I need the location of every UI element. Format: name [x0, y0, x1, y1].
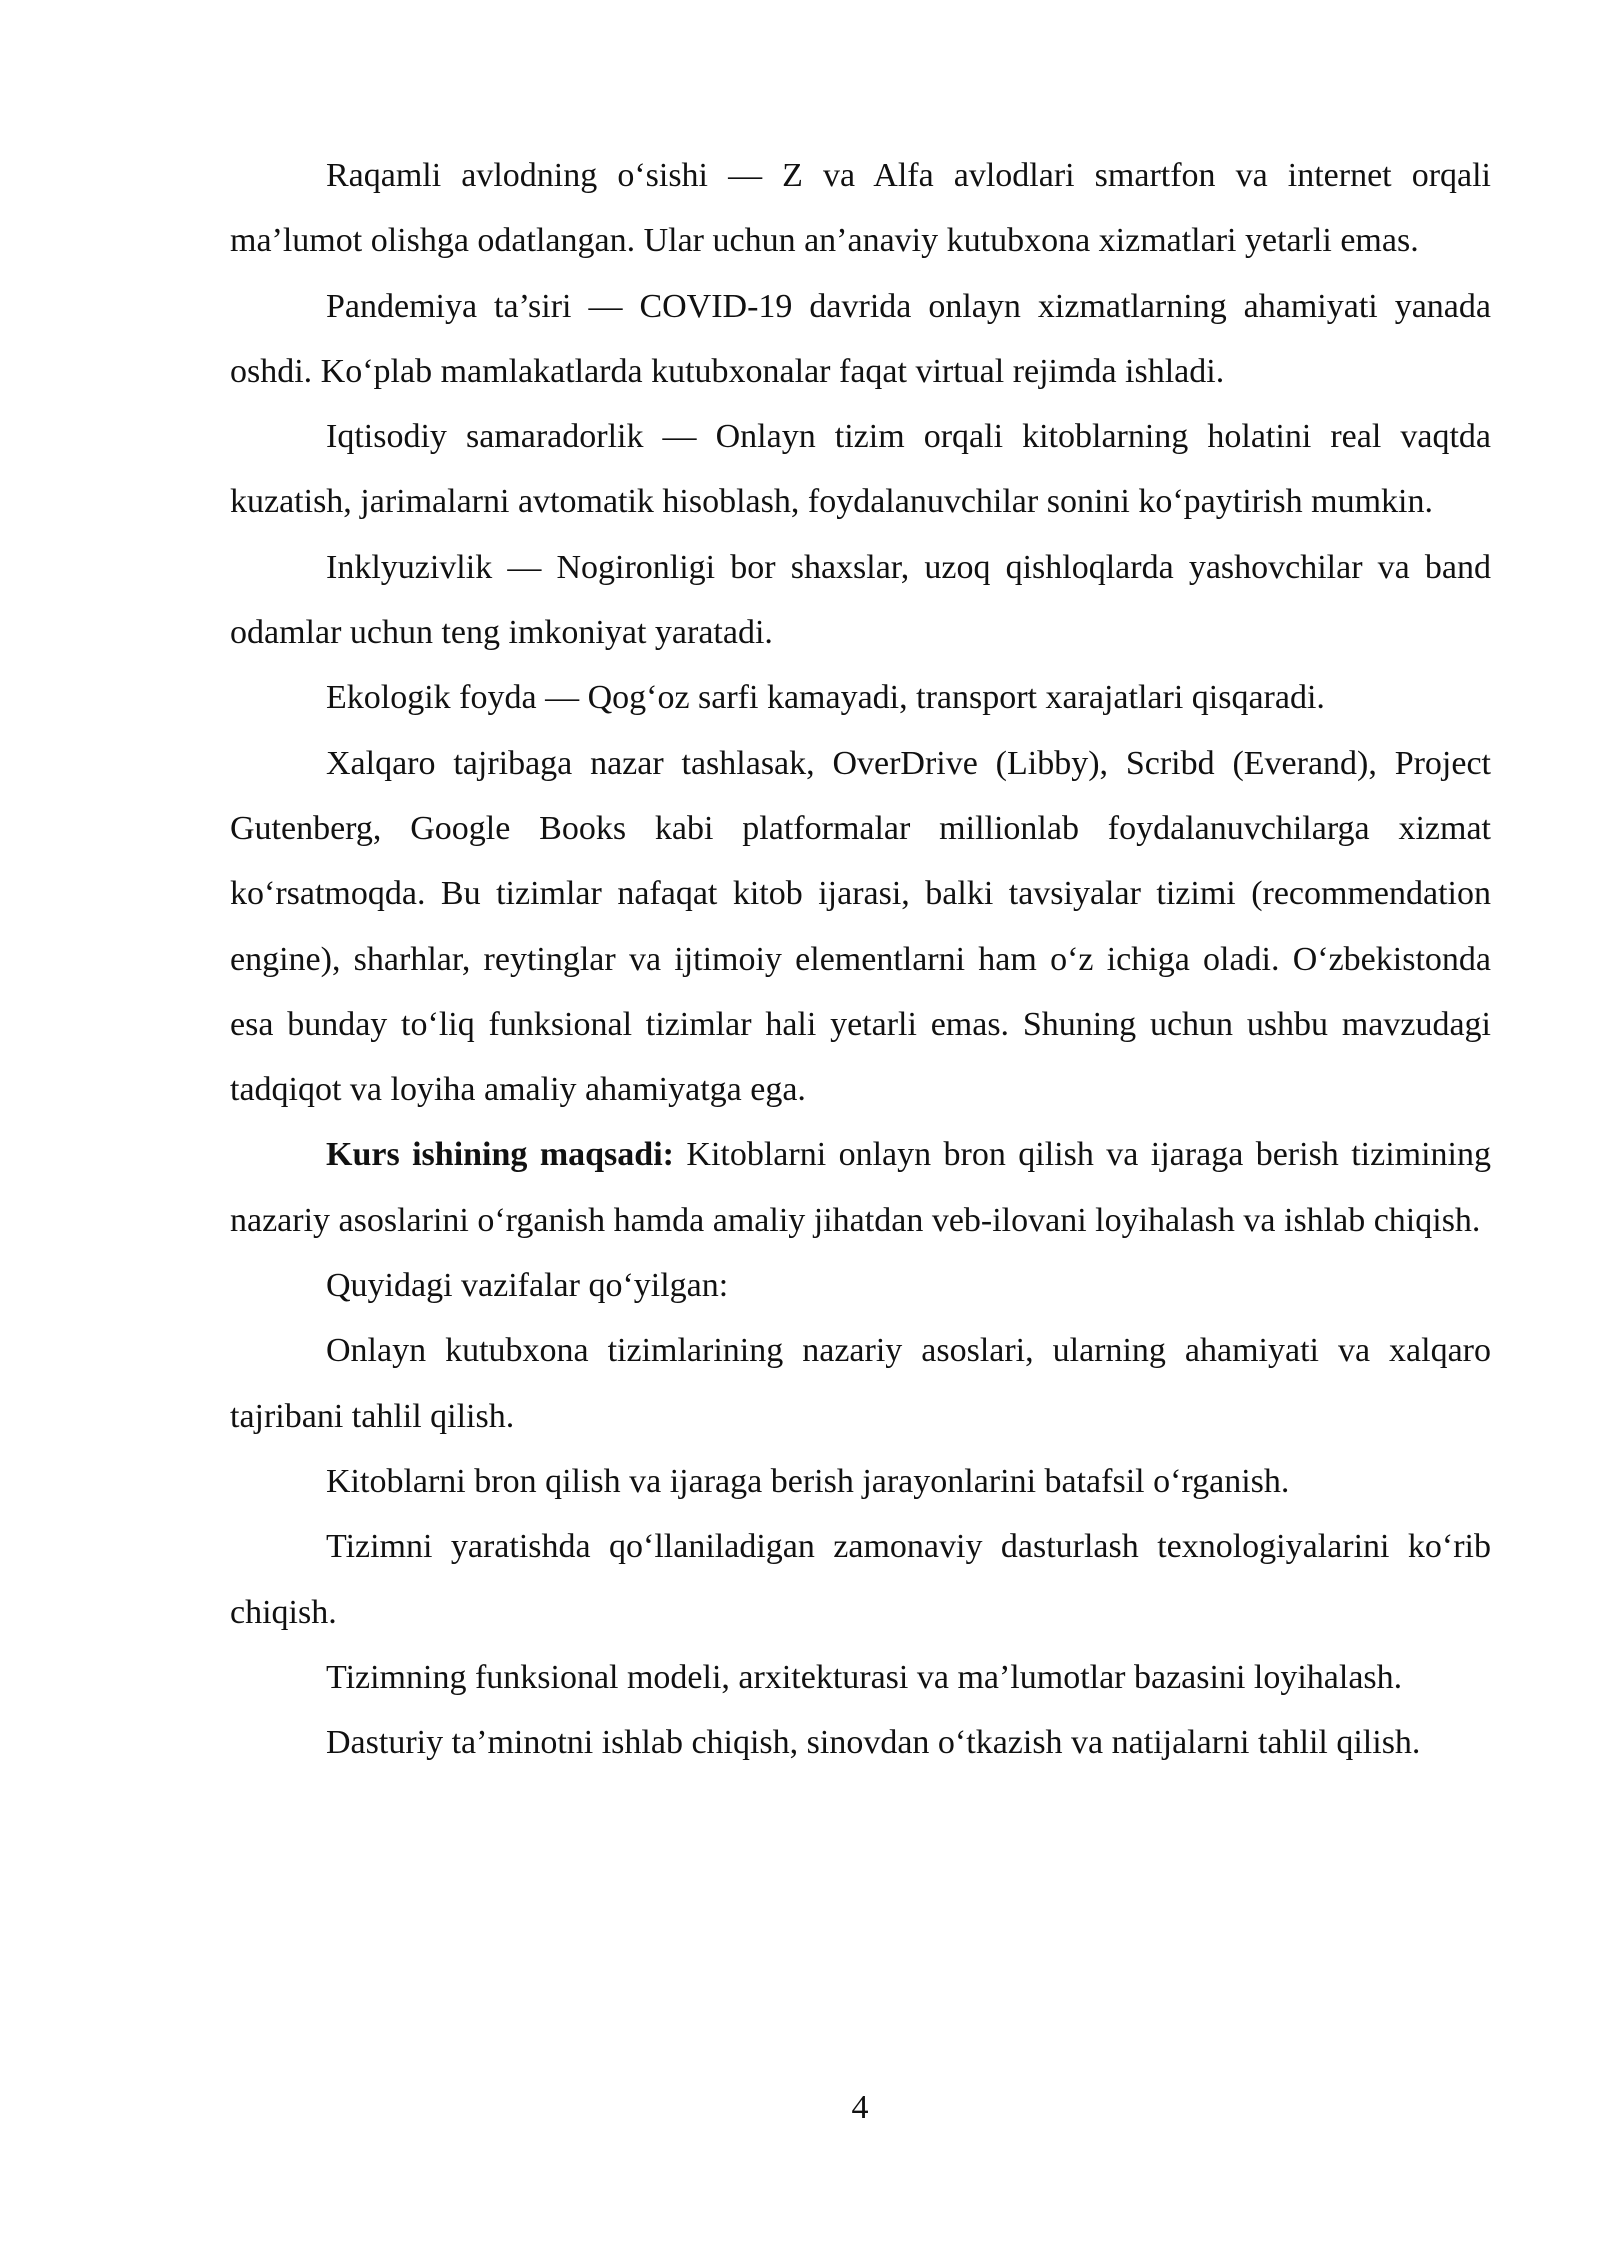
paragraph-digital-generation: Raqamli avlodning o‘sishi — Z va Alfa avlodlari smartfon va internet orqali ma’lumot olishga odatlangan. Ular uchun an’anaviy kutubxona xizmatlari yetarli emas.	[230, 157, 1491, 260]
paragraph-international-experience: Xalqaro tajribaga nazar tashlasak, OverDrive (Libby), Scribd (Everand), Project Gutenberg, Google Books kabi platformalar millionlab foydalanuvchilarga xizmat ko‘rsatmoqda. Bu tizimlar nafaqat kitob ijarasi, balki tavsiyalar tizimi (recommendation engine), sharhlar, reytinglar va ijtimoiy elementlarni ham o‘z ichiga oladi. O‘zbekistonda esa bunday to‘liq funksional tizimlar hali yetarli emas. Shuning uchun ushbu mavzudagi tadqiqot va loyiha amaliy ahamiyatga ega.	[230, 744, 1491, 1109]
paragraph-ecological-benefit: Ekologik foyda — Qog‘oz sarfi kamayadi, transport xarajatlari qisqaradi.	[326, 679, 1325, 717]
paragraph-course-goal	[230, 1122, 1491, 1253]
page-number: 4	[851, 2089, 869, 2126]
paragraph-task-design: Tizimning funksional modeli, arxitekturasi va ma’lumotlar bazasini loyihalash.	[326, 1658, 1403, 1696]
page-body	[230, 143, 1491, 1775]
paragraph-economic-efficiency: Iqtisodiy samaradorlik — Onlayn tizim orqali kitoblarning holatini real vaqtda kuzatish, jarimalarni avtomatik hisoblash, foydalanuvchilar sonini ko‘paytirish mumkin.	[230, 418, 1491, 521]
paragraph-task-processes: Kitoblarni bron qilish va ijaraga berish jarayonlarini batafsil o‘rganish.	[326, 1462, 1290, 1500]
paragraph-pandemic-impact: Pandemiya ta’siri — COVID-19 davrida onlayn xizmatlarning ahamiyati yanada oshdi. Ko‘plab mamlakatlarda kutubxonalar faqat virtual rejimda ishladi.	[230, 287, 1491, 390]
paragraph-task-development: Dasturiy ta’minotni ishlab chiqish, sinovdan o‘tkazish va natijalarni tahlil qilish.	[326, 1724, 1421, 1762]
paragraph-inclusivity: Inklyuzivlik — Nogironligi bor shaxslar, uzoq qishloqlarda yashovchilar va band odamlar uchun teng imkoniyat yaratadi.	[230, 548, 1491, 652]
paragraph-tasks-intro: Quyidagi vazifalar qo‘yilgan:	[326, 1267, 729, 1305]
course-goal-label: Kurs ishining maqsadi:	[326, 1136, 674, 1174]
paragraph-task-technologies: Tizimni yaratishda qo‘llaniladigan zamonaviy dasturlash texnologiyalarini ko‘rib chiqish.	[230, 1528, 1491, 1631]
course-goal-text: Kitoblarni onlayn bron qilish va ijaraga berish tizimining nazariy asoslarini o‘rganish hamda amaliy jihatdan veb-ilovani loyihalash va ishlab chiqish.	[230, 1136, 1491, 1239]
paragraph-task-theory: Onlayn kutubxona tizimlarining nazariy asoslari, ularning ahamiyati va xalqaro tajribani tahlil qilish.	[230, 1332, 1491, 1435]
